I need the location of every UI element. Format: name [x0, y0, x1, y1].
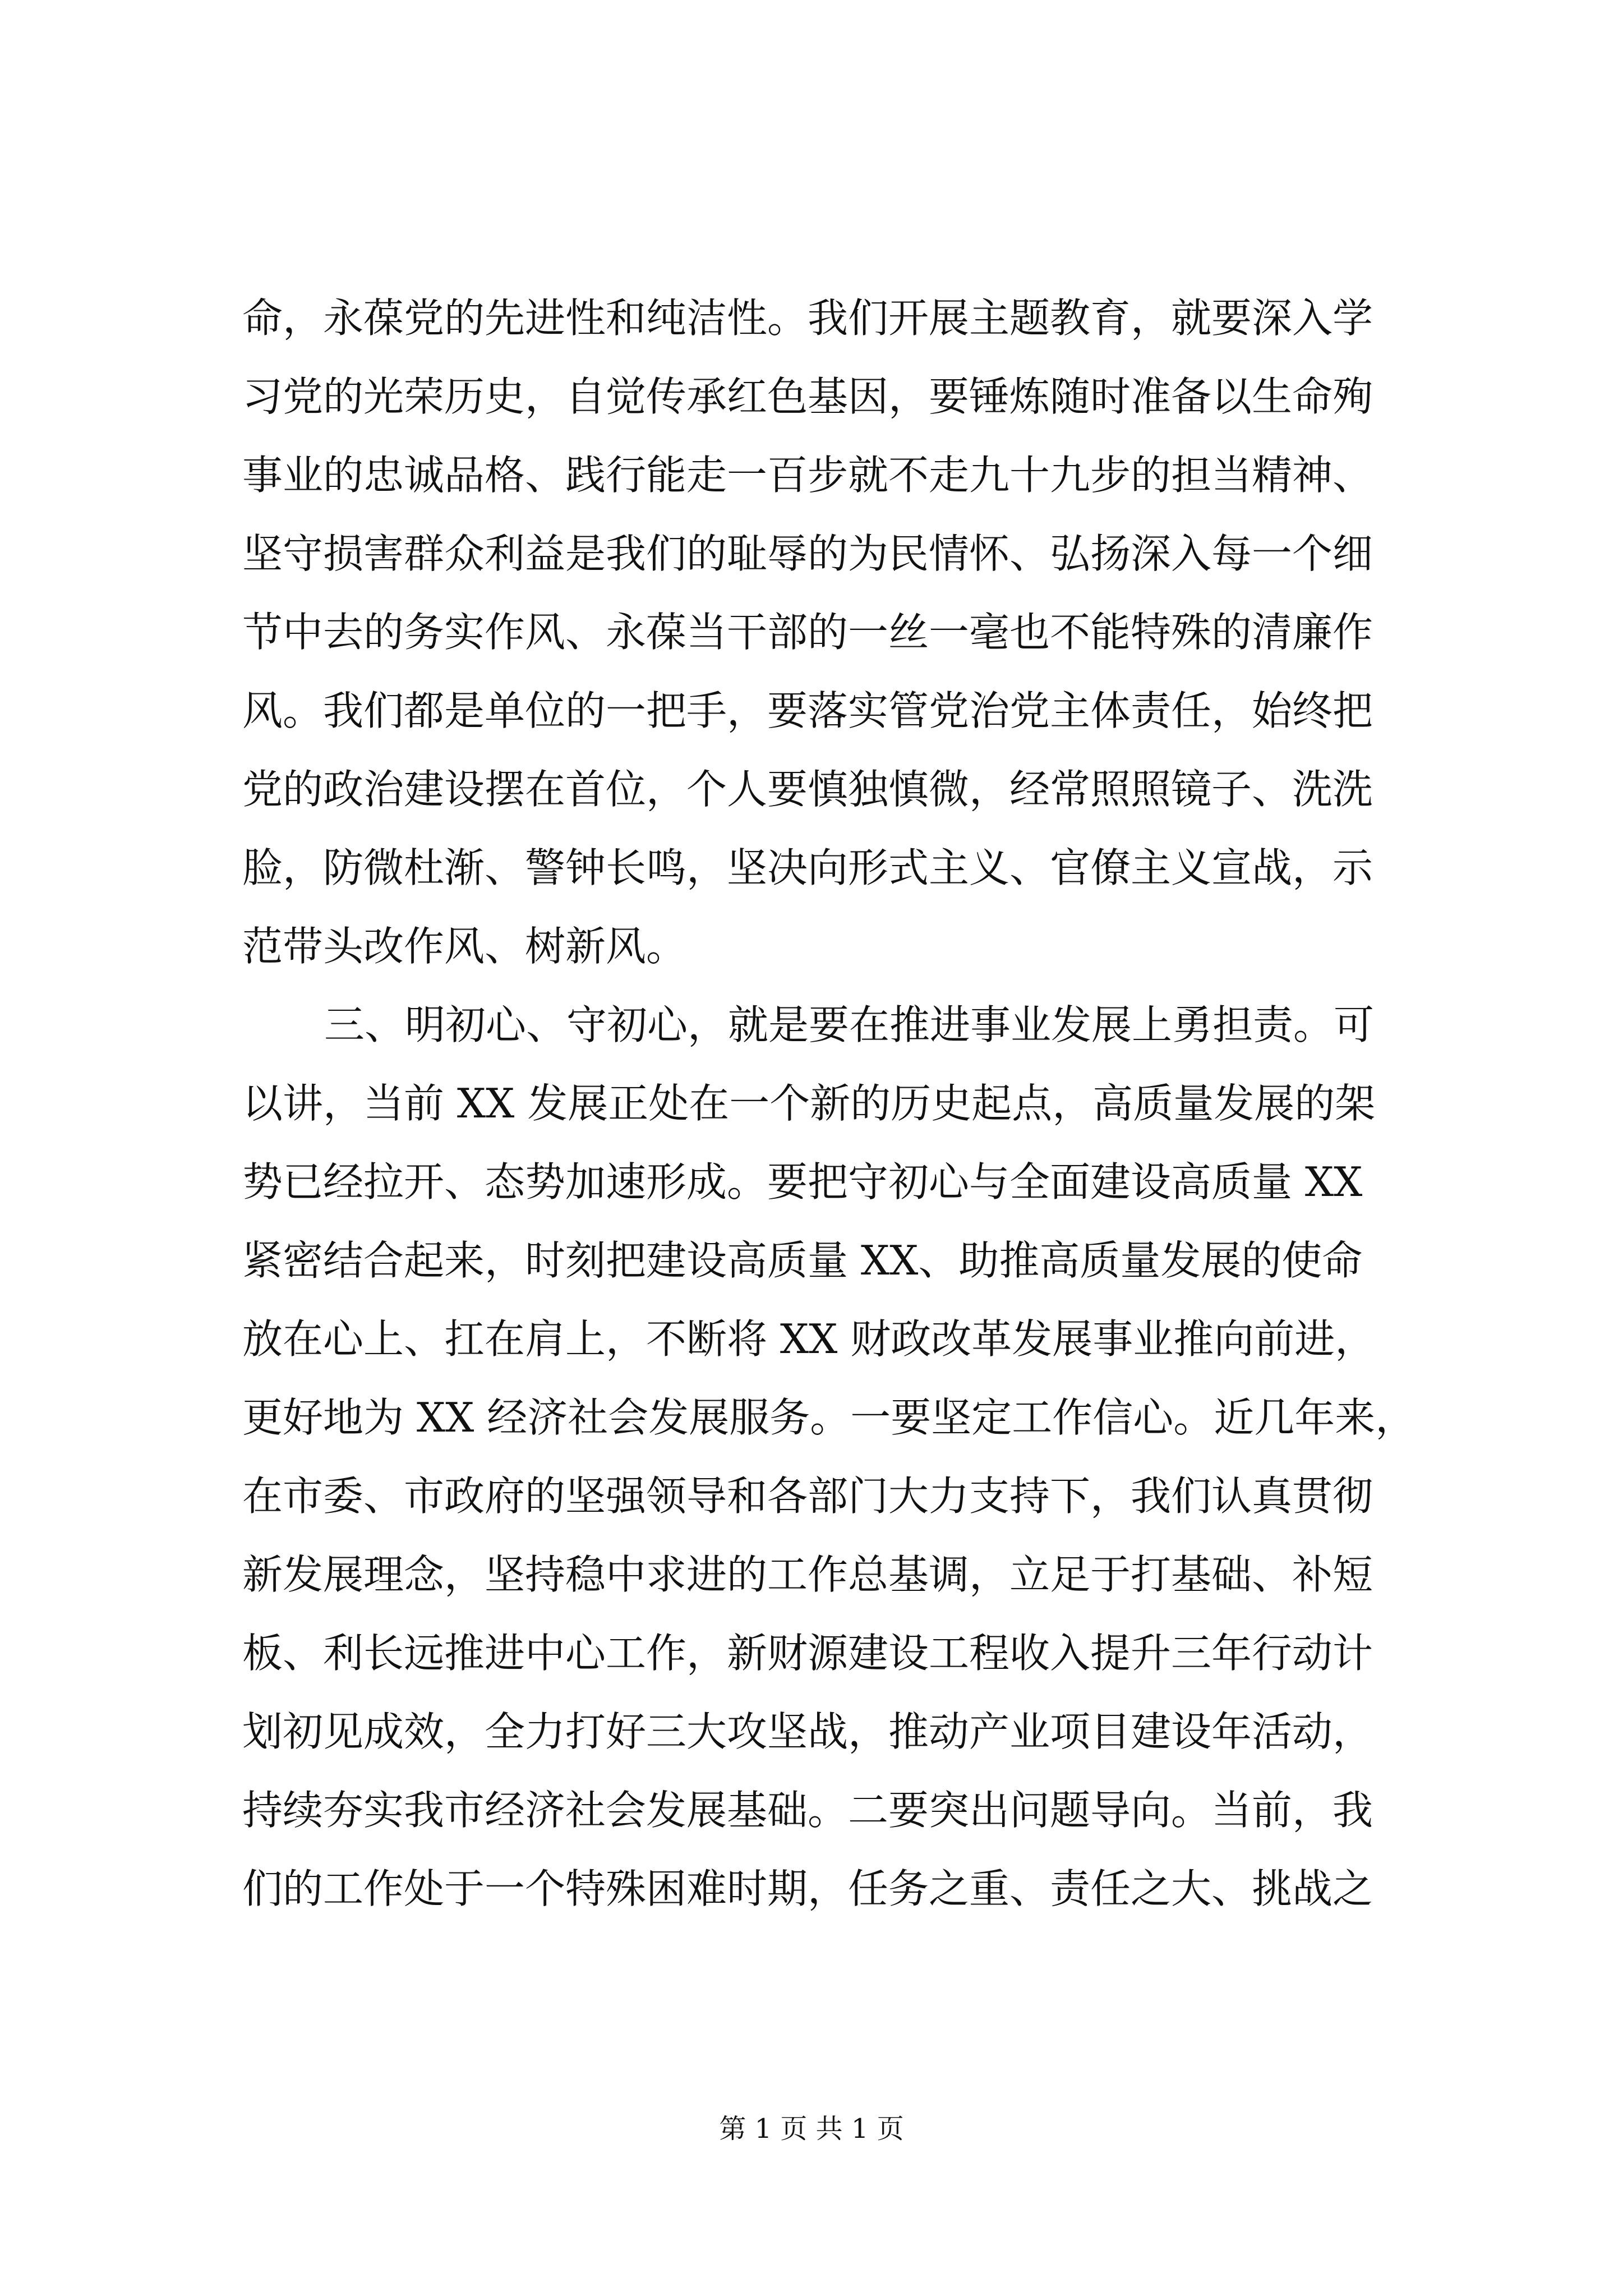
body-line: 习党的光荣历史，自觉传承红色基因，要锤炼随时准备以生命殉 — [242, 373, 1373, 420]
body-line: 在市委、市政府的坚强领导和各部门大力支持下，我们认真贯彻 — [242, 1473, 1373, 1520]
body-line: 党的政治建设摆在首位，个人要慎独慎微，经常照照镜子、洗洗 — [242, 766, 1373, 813]
body-line: 板、利长远推进中心工作，新财源建设工程收入提升三年行动计 — [242, 1630, 1373, 1677]
body-line: 以讲，当前 XX 发展正处在一个新的历史起点，高质量发展的架 — [242, 1080, 1376, 1127]
body-line: 持续夯实我市经济社会发展基础。二要突出问题导向。当前，我 — [242, 1787, 1373, 1834]
body-line: 势已经拉开、态势加速形成。要把守初心与全面建设高质量 XX — [242, 1158, 1363, 1205]
body-line: 坚守损害群众利益是我们的耻辱的为民情怀、弘扬深入每一个细 — [242, 530, 1373, 577]
body-line: 范带头改作风、树新风。 — [242, 923, 687, 970]
page-number-footer: 第 1 页 共 1 页 — [719, 2113, 904, 2145]
body-line: 节中去的务实作风、永葆当干部的一丝一毫也不能特殊的清廉作 — [242, 609, 1373, 656]
body-line: 们的工作处于一个特殊困难时期，任务之重、责任之大、挑战之 — [242, 1865, 1373, 1912]
body-line: 更好地为 XX 经济社会发展服务。一要坚定工作信心。近几年来， — [242, 1394, 1416, 1441]
body-line: 事业的忠诚品格、践行能走一百步就不走九十九步的担当精神、 — [242, 452, 1373, 499]
section-three-first-line: 三、明初心、守初心，就是要在推进事业发展上勇担责。可 — [324, 1001, 1375, 1048]
body-line: 放在心上、扛在肩上，不断将 XX 财政改革发展事业推向前进， — [242, 1315, 1376, 1363]
body-line: 命，永葆党的先进性和纯洁性。我们开展主题教育，就要深入学 — [242, 295, 1373, 342]
body-line: 风。我们都是单位的一把手，要落实管党治党主体责任，始终把 — [242, 687, 1373, 734]
body-line: 脸，防微杜渐、警钟长鸣，坚决向形式主义、官僚主义宣战，示 — [242, 844, 1373, 891]
body-line: 新发展理念，坚持稳中求进的工作总基调，立足于打基础、补短 — [242, 1551, 1373, 1598]
body-line: 紧密结合起来，时刻把建设高质量 XX、助推高质量发展的使命 — [242, 1237, 1363, 1284]
body-line: 划初见成效，全力打好三大攻坚战，推动产业项目建设年活动， — [242, 1708, 1373, 1755]
